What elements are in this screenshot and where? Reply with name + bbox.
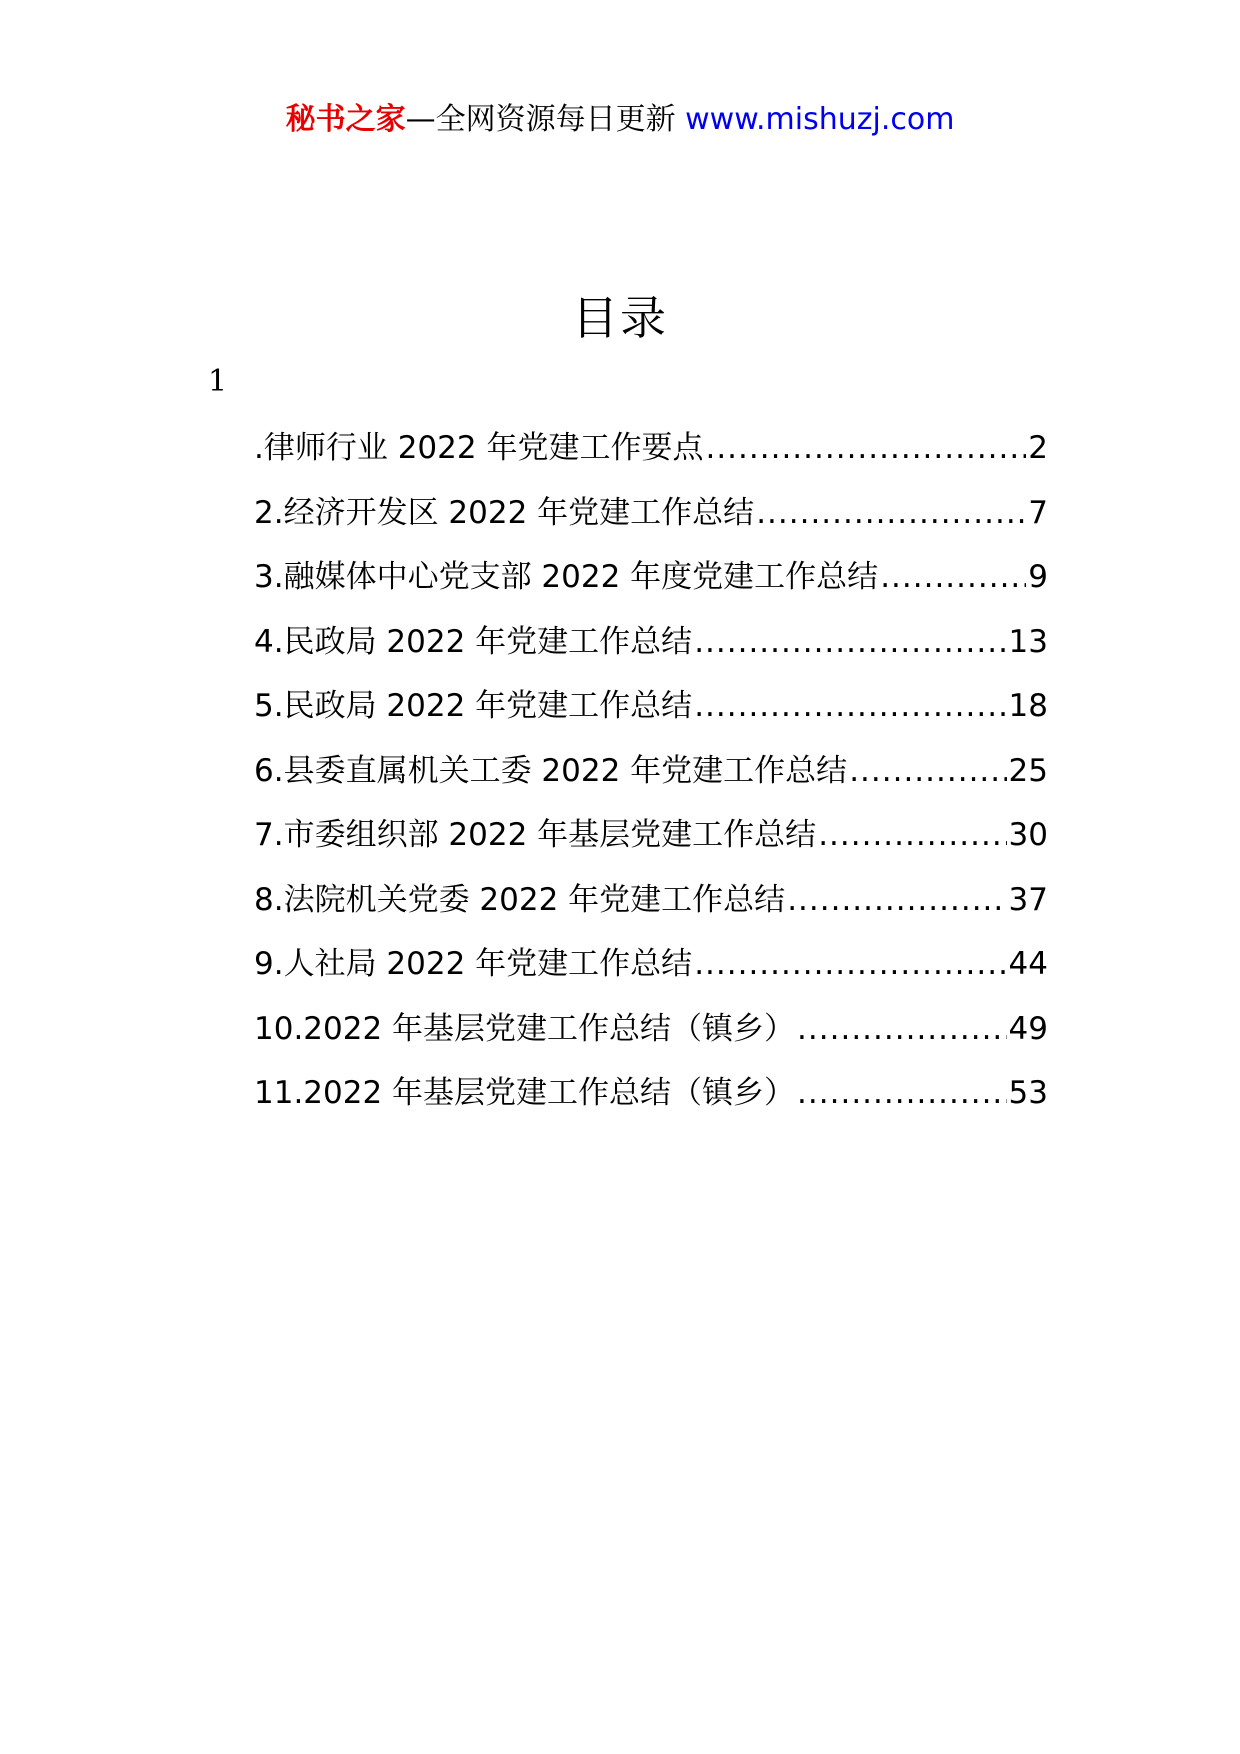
toc-entry-text: 6.县委直属机关工委 2022 年党建工作总结 (254, 752, 848, 789)
toc-title: 目录 (572, 291, 668, 345)
toc-entry-text: 10.2022 年基层党建工作总结（镇乡） (254, 1010, 796, 1047)
toc-entry-text: 2.经济开发区 2022 年党建工作总结 (254, 494, 755, 531)
toc-entry-page: 7 (1028, 494, 1048, 531)
toc-list (254, 428, 1048, 1138)
header-tagline: —全网资源每日更新 (405, 102, 676, 137)
toc-entry-8[interactable] (254, 880, 1048, 945)
toc-entry-10[interactable] (254, 1009, 1048, 1074)
toc-entry-text: 4.民政局 2022 年党建工作总结 (254, 623, 693, 660)
page-header (0, 100, 1240, 140)
toc-entry-6[interactable] (254, 751, 1048, 816)
toc-entry-page: 53 (1008, 1075, 1048, 1111)
toc-entry-page: 44 (1008, 946, 1048, 982)
toc-entry-text: 7.市委组织部 2022 年基层党建工作总结 (254, 817, 817, 853)
toc-entry-5[interactable] (254, 686, 1048, 751)
toc-dot-leader (694, 944, 1006, 984)
brand-name: 秘书之家 (285, 102, 406, 137)
toc-dot-leader (756, 493, 1026, 533)
toc-entry-4[interactable] (254, 622, 1048, 687)
toc-entry-page: 9 (1028, 559, 1048, 595)
toc-dot-leader (797, 1009, 1007, 1049)
toc-entry-2[interactable] (254, 493, 1048, 558)
toc-entry-text: .律师行业 2022 年党建工作要点 (254, 430, 704, 466)
toc-entry-1[interactable] (254, 428, 1048, 493)
stray-page-number: 1 (208, 364, 228, 399)
toc-entry-page: 25 (1008, 752, 1048, 789)
toc-entry-11[interactable] (254, 1073, 1048, 1138)
toc-entry-text: 8.法院机关党委 2022 年党建工作总结 (254, 881, 786, 918)
toc-dot-leader (694, 622, 1006, 662)
toc-entry-text: 3.融媒体中心党支部 2022 年度党建工作总结 (254, 559, 879, 595)
toc-entry-9[interactable] (254, 944, 1048, 1009)
toc-entry-text: 9.人社局 2022 年党建工作总结 (254, 946, 693, 982)
toc-entry-page: 18 (1008, 688, 1048, 724)
toc-entry-7[interactable] (254, 815, 1048, 880)
toc-dot-leader (787, 880, 1006, 920)
toc-entry-page: 30 (1008, 817, 1048, 853)
toc-entry-page: 37 (1008, 881, 1048, 918)
toc-dot-leader (849, 751, 1006, 791)
toc-dot-leader (880, 557, 1026, 597)
toc-entry-page: 2 (1028, 430, 1048, 466)
toc-entry-3[interactable] (254, 557, 1048, 622)
toc-dot-leader (694, 686, 1006, 726)
toc-entry-text: 5.民政局 2022 年党建工作总结 (254, 688, 693, 724)
toc-dot-leader (818, 815, 1006, 855)
website-link[interactable]: www.mishuzj.com (685, 102, 955, 137)
toc-entry-text: 11.2022 年基层党建工作总结（镇乡） (254, 1075, 796, 1111)
toc-entry-page: 13 (1008, 623, 1048, 660)
toc-dot-leader (705, 428, 1026, 468)
toc-dot-leader (797, 1073, 1007, 1113)
toc-entry-page: 49 (1008, 1010, 1048, 1047)
